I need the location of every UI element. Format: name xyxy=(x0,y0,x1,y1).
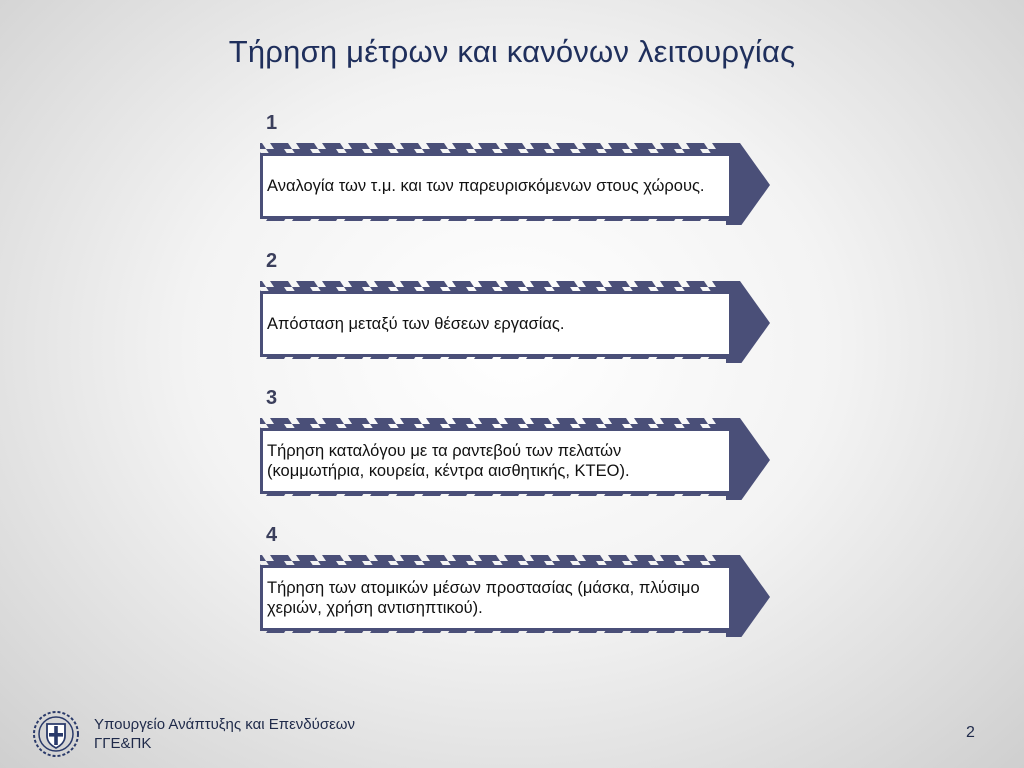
step-2-text: Απόσταση μεταξύ των θέσεων εργασίας. xyxy=(260,291,732,357)
greek-coat-of-arms-icon xyxy=(32,710,80,758)
step-3-text: Τήρηση καταλόγου με τα ραντεβού των πελατών (κομμωτήρια, κουρεία, κέντρα αισθητικής, ΚΤΕΟ). xyxy=(260,428,732,494)
step-number-4: 4 xyxy=(266,524,278,546)
step-number-2: 2 xyxy=(266,250,278,272)
step-4-text: Τήρηση των ατομικών μέσων προστασίας (μάσκα, πλύσιμο χεριών, χρήση αντισηπτικού). xyxy=(260,565,732,631)
step-number-1: 1 xyxy=(266,112,278,134)
slide-title: Τήρηση μέτρων και κανόνων λειτουργίας xyxy=(228,34,796,69)
page-number: 2 xyxy=(966,724,975,741)
footer-line-1: Υπουργείο Ανάπτυξης και Επενδύσεων xyxy=(94,716,355,733)
step-1-text: Αναλογία των τ.μ. και των παρευρισκόμενων στους χώρους. xyxy=(260,153,732,219)
step-1 xyxy=(240,125,780,225)
footer-ministry xyxy=(94,715,355,753)
step-3 xyxy=(240,400,780,500)
step-4 xyxy=(240,537,780,637)
footer-line-2: ΓΓΕ&ΠΚ xyxy=(94,735,152,752)
step-number-3: 3 xyxy=(266,387,278,409)
step-2 xyxy=(240,263,780,363)
